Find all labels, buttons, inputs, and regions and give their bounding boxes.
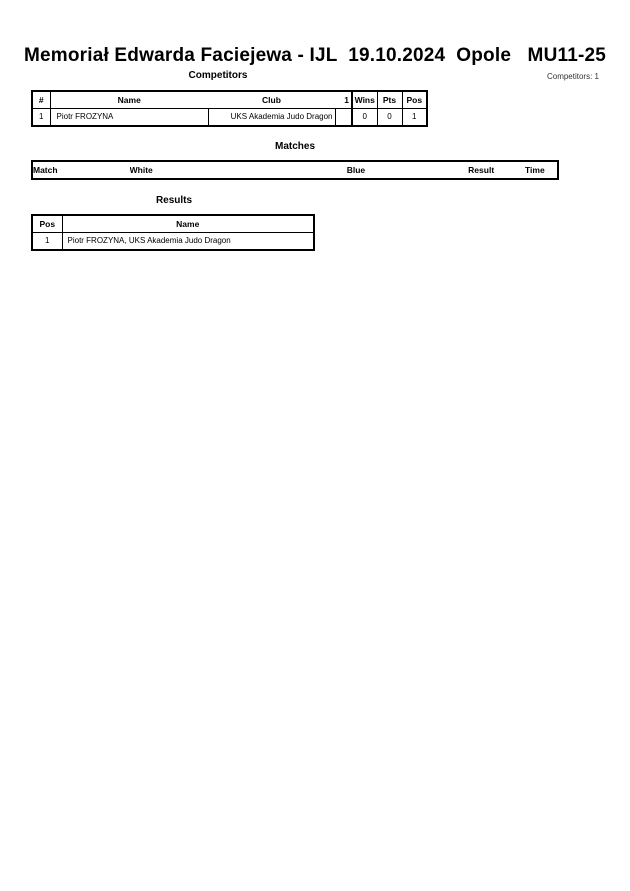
competitors-table xyxy=(31,90,428,127)
col-header-points: Pts xyxy=(377,91,402,109)
competitor-club: UKS Akademia Judo Dragon xyxy=(208,109,335,127)
table-row xyxy=(32,233,314,251)
competitor-points: 0 xyxy=(377,109,402,127)
table-row xyxy=(32,109,427,127)
page-title: Memoriał Edwarda Faciejewa - IJL 19.10.2024 Opole MU11-25 xyxy=(23,45,607,66)
matches-header-row xyxy=(32,161,558,179)
competitor-number: 1 xyxy=(32,109,50,127)
competitors-header-row xyxy=(32,91,427,109)
competitor-wins: 0 xyxy=(352,109,377,127)
col-header-time: Time xyxy=(525,165,545,175)
col-header-match: Match xyxy=(33,165,58,175)
result-name: Piotr FROZYNA, UKS Akademia Judo Dragon xyxy=(62,233,314,251)
competitors-heading: Competitors xyxy=(188,70,248,81)
competitor-vs-1-cell xyxy=(335,109,352,127)
result-position: 1 xyxy=(32,233,62,251)
col-header-position: Pos xyxy=(402,91,427,109)
competitors-count: Competitors: 1 xyxy=(546,72,599,81)
matches-heading: Matches xyxy=(274,141,315,152)
results-header-row xyxy=(32,215,314,233)
results-heading: Results xyxy=(155,195,193,206)
col-header-result: Result xyxy=(468,165,495,175)
col-header-white: White xyxy=(129,165,153,175)
col-header-blue: Blue xyxy=(346,165,366,175)
col-header-result-pos: Pos xyxy=(32,215,62,233)
col-header-wins: Wins xyxy=(352,91,377,109)
matches-table xyxy=(31,160,559,180)
competitor-position: 1 xyxy=(402,109,427,127)
col-header-club: Club xyxy=(208,91,335,109)
col-header-name: Name xyxy=(50,91,208,109)
results-table xyxy=(31,214,315,251)
competitor-name: Piotr FROZYNA xyxy=(50,109,208,127)
col-header-number: # xyxy=(32,91,50,109)
col-header-opponent-1: 1 xyxy=(335,91,352,109)
col-header-result-name: Name xyxy=(62,215,314,233)
